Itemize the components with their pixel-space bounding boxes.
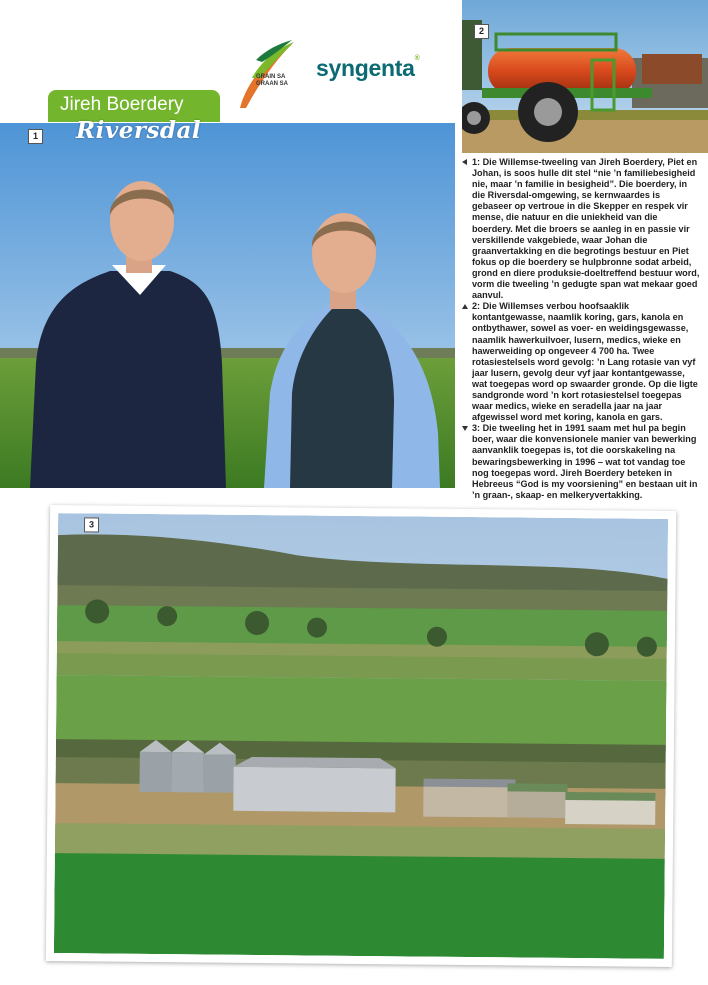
photo-number-3: 3 [84,517,99,532]
photo-frame [46,505,676,967]
caption-item [462,157,700,301]
caption-text: 2: Die Willemses verbou hoofsaaklik kontantgewasse, naamlik koring, gars, kanola en ontbythawer, sowel as voer- en weidingsgewasse, naamlik hawerkuilvoer, lusern, medics, wieke en hawerweiding op ongeveer 4 700 ha. Twee rotasiestelsels word gevolg: ’n Lang rotasie van vyf jaar lusern, gevolg deur vyf jaar kontantgewasse, wat toegepas word op swaarder gronde. Op die ligte sandgronde word ’n kort rotasiestelsel toegepas waar medics, wieke en seradella jaar na jaar afgewissel word met koring, kanola en gars. [472,301,698,423]
arrow-down-icon [462,426,468,431]
caption-text: 3: Die tweeling het in 1991 saam met hul pa begin boer, waar die konvensionele manier van bewerking aanvanklik toegepas is, tot die oorskakeling na bewaringsbewerking in 1996 – wat tot vandag toe nog toegepas word. Jireh Boerdery beteken in Hebreeus “God is my voorsiening” en bestaan uit in ’n graan-, skaap- en melkeryvertakking. [472,423,698,500]
syngenta-wordmark: syngenta [316,55,415,81]
syngenta-logo [316,55,419,82]
page-title: Jireh Boerdery [60,94,184,115]
arrow-up-icon [462,304,468,309]
page-subtitle: Riversdal [76,117,202,144]
photo-number-2: 2 [474,24,489,39]
caption-item [462,301,700,423]
photo-farm-landscape [54,513,668,959]
grain-sa-wordmark [256,74,288,88]
graan-sa-text: GRAAN SA [256,81,289,87]
caption-block [462,157,700,501]
caption-item [462,423,700,501]
grain-sa-text: GRAIN SA [256,74,286,80]
photo-sprayer [462,0,708,153]
photo-twins [0,123,455,488]
photo-number-1: 1 [28,129,43,144]
caption-text: 1: Die Willemse-tweeling van Jireh Boerdery, Piet en Johan, is soos hulle dit stel “nie ’n familiebesigheid nie, maar ’n familie in besigheid”. Die boerdery, in die Riversdal-omgewing, se kernwaardes is gebaseer op vertroue in die Skepper en respek vir mense, die natuur en die uniekheid van die boerdery. Met die broers se aanleg in en passie vir verskillende vakgebiede, waar Johan die graanvertakking en die begrotings bestuur en Piet fokus op die boerdery se hulpbronne sodat arbeid, grond en diere produksie-doeltreffend bestuur word, vorm die tweeling ’n gedugte span wat mekaar goed aanvul. [472,157,700,301]
registered-mark: ® [414,55,420,62]
arrow-left-icon [462,159,467,165]
